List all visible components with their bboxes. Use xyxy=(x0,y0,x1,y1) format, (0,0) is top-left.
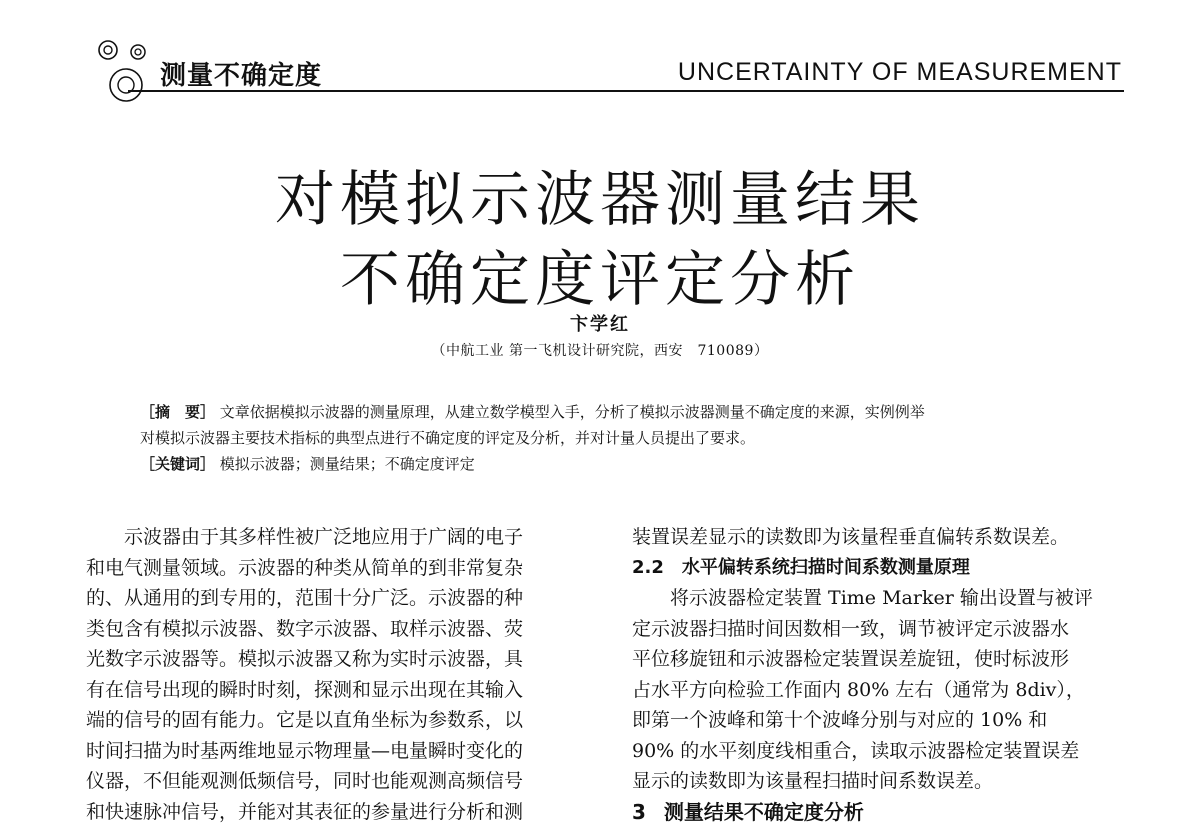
body-line: 有在信号出现的瞬时时刻，探测和显示出现在其输入 xyxy=(86,678,524,701)
body-line: 示波器由于其多样性被广泛地应用于广阔的电子 xyxy=(124,526,524,548)
body-line: 显示的读数即为该量程扫描时间系数误差。 xyxy=(632,770,994,792)
body-line: 和快速脉冲信号，并能对其表征的参量进行分析和测 xyxy=(86,800,524,823)
body-line: 占水平方向检验工作面内 80% 左右（通常为 8div）， xyxy=(632,678,1085,701)
section-title: 测量不确定度 xyxy=(160,61,323,91)
keywords-line xyxy=(140,451,1100,477)
keywords-label: ［关键词］ xyxy=(140,455,216,473)
section-heading-text: 测量结果不确定度分析 xyxy=(663,799,864,824)
body-line: 平位移旋钮和示波器检定装置误差旋钮，使时标波形 xyxy=(632,648,1070,670)
section-heading-3 xyxy=(632,797,1130,828)
section-heading-text: 水平偏转系统扫描时间系数测量原理 xyxy=(681,556,970,578)
body-line: 的、从通用的到专用的，范围十分广泛。示波器的种 xyxy=(86,587,524,609)
abstract-line-1 xyxy=(140,399,1100,425)
header-divider xyxy=(128,90,1124,92)
keywords-text: 模拟示波器；测量结果；不确定度评定 xyxy=(219,455,475,473)
section-number: 2.2 xyxy=(632,556,664,578)
body-line: 和电气测量领域。示波器的种类从简单的到非常复杂 xyxy=(86,556,524,579)
abstract-block xyxy=(140,399,1100,477)
left-column xyxy=(86,522,586,827)
abstract-line-2: 对模拟示波器主要技术指标的典型点进行不确定度的评定及分析，并对计量人员提出了要求。 xyxy=(140,429,756,447)
body-line: 类包含有模拟示波器、数字示波器、取样示波器、荧 xyxy=(86,617,524,640)
abstract-text-1: 文章依据模拟示波器的测量原理，从建立数学模型入手，分析了模拟示波器测量不确定度的来源，实例例举 xyxy=(219,403,925,421)
body-line: 时间扫描为时基两维地显示物理量—电量瞬时变化的 xyxy=(86,739,524,762)
body-line: 定示波器扫描时间因数相一致，调节被评定示波器水 xyxy=(632,617,1070,640)
body-line: 90% 的水平刻度线相重合，读取示波器检定装置误差 xyxy=(632,739,1080,762)
abstract-label: ［摘 要］ xyxy=(140,403,216,421)
circles-logo-icon xyxy=(96,38,158,104)
author-affiliation: （中航工业 第一飞机设计研究院，西安 710089） xyxy=(431,343,769,359)
body-line: 端的信号的固有能力。它是以直角坐标为参数系，以 xyxy=(86,709,524,731)
author-name: 卞学红 xyxy=(570,314,630,335)
right-column xyxy=(632,522,1130,827)
section-number: 3 xyxy=(632,799,646,824)
article-title-line-1: 对模拟示波器测量结果 xyxy=(275,165,925,235)
body-line: 光数字示波器等。模拟示波器又称为实时示波器，具 xyxy=(86,648,524,670)
section-title-english: UNCERTAINTY OF MEASUREMENT xyxy=(677,58,1122,86)
section-heading-2-2 xyxy=(632,553,1130,584)
body-line: 仪器，不但能观测低频信号，同时也能观测高频信号 xyxy=(86,770,524,792)
page-header xyxy=(0,0,1200,100)
article-title-line-2: 不确定度评定分析 xyxy=(340,245,860,315)
body-line: 装置误差显示的读数即为该量程垂直偏转系数误差。 xyxy=(632,526,1070,548)
body-line: 即第一个波峰和第十个波峰分别与对应的 10% 和 xyxy=(632,709,1048,731)
body-line: 将示波器检定装置 Time Marker 输出设置与被评 xyxy=(670,587,1093,609)
